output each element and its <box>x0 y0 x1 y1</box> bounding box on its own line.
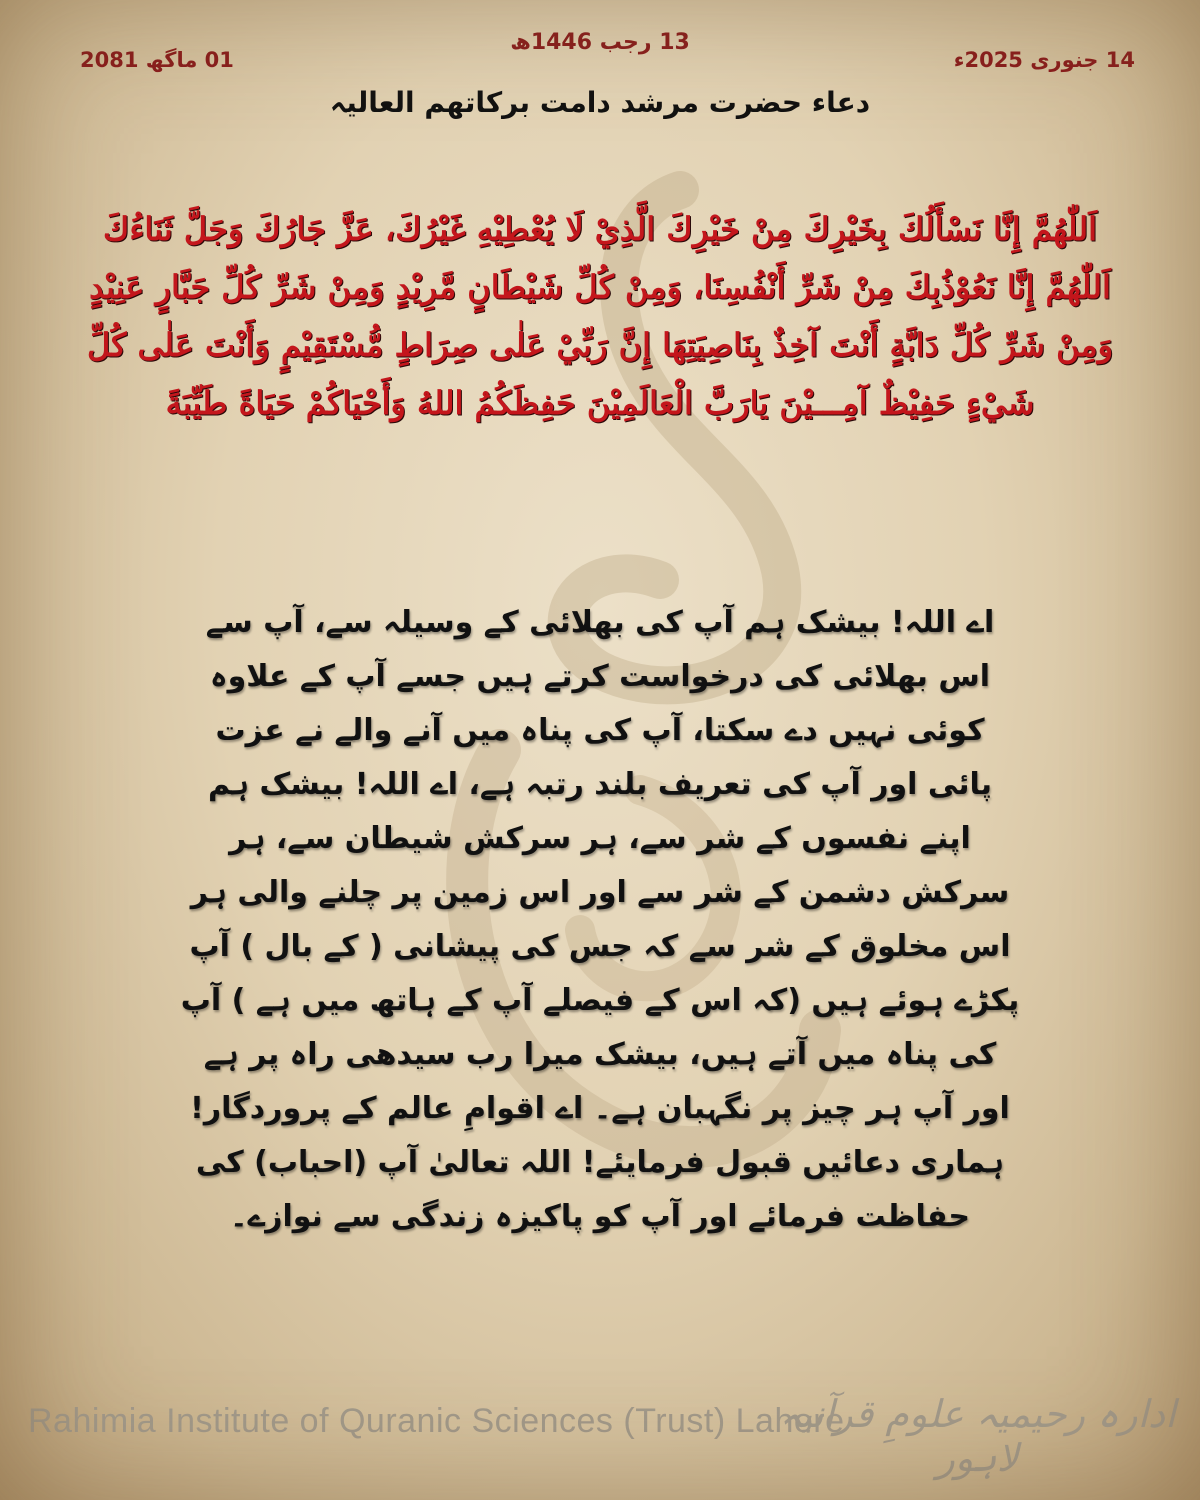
page-title: دعاء حضرت مرشد دامت برکاتھم العالیہ <box>329 86 871 119</box>
gregorian-date: 14 جنوری 2025ء <box>953 48 1135 72</box>
arabic-dua-text: اَللّٰهُمَّ إِنَّا نَسْأَلُكَ بِخَيْرِكَ مِنْ خَيْرِكَ الَّذِيْ لَا يُعْطِيْهِ غَيْرُكَ، عَزَّ جَارُكَ وَجَلَّ ثَنَاءُكَ اَللّٰهُمَّ إِنَّا نَعُوْذُبِكَ مِنْ شَرِّ أَنْفُسِنَا، وَمِنْ كُلِّ شَيْطَانٍ مَّرِيْدٍ وَمِنْ شَرِّ كُلِّ جَبَّارٍ عَنِيْدٍ وَمِنْ شَرِّ كُلِّ دَابَّةٍ أَنْتَ آخِذٌ بِنَاصِيَتِهَا إِنَّ رَبِّيْ عَلٰى صِرَاطٍ مُّسْتَقِيْمٍ وَأَنْتَ عَلٰى كُلِّ شَيْءٍ حَفِيْظٌ آمِـــيْنَ يَارَبَّ الْعَالَمِيْنَ حَفِظَكُمُ اللهُ وَأَحْيَاكُمْ حَيَاةً طَيِّبَةً <box>86 210 1114 422</box>
hijri-date: 13 رجب 1446ھ <box>510 30 690 55</box>
urdu-translation-text: اے اللہ! بیشک ہم آپ کی بھلائی کے وسیلہ سے، آپ سے اس بھلائی کی درخواست کرتے ہیں جسے آپ کے علاوہ کوئی نہیں دے سکتا، آپ کی پناہ میں آنے والے نے عزت پائی اور آپ کی تعریف بلند رتبہ ہے، اے اللہ! بیشک ہم اپنے نفسوں کے شر سے، ہر سرکش شیطان سے، ہر سرکش دشمن کے شر سے اور اس زمین پر چلنے والی ہر اس مخلوق کے شر سے کہ جس کی پیشانی ( کے بال ) آپ پکڑے ہوئے ہیں (کہ اس کے فیصلے آپ کے ہاتھ میں ہے ) آپ کی پناہ میں آتے ہیں، بیشک میرا رب سیدھی راہ پر ہے اور آپ ہر چیز پر نگہبان ہے۔ اے اقوامِ عالم کے پروردگار! ہماری دعائیں قبول فرمایئے! اللہ تعالیٰ آپ (احباب) کی حفاظت فرمائے اور آپ کو پاکیزہ زندگی سے نوازے۔ <box>180 605 1020 1234</box>
institute-name-urdu-logo: ادارہ رحیمیہ علومِ قرآنیہ لاہور <box>779 1392 1176 1480</box>
institute-name-english: Rahimia Institute of Quranic Sciences (Trust) Lahore <box>28 1402 845 1440</box>
bikrami-date: 01 ماگھ 2081 <box>80 48 234 72</box>
